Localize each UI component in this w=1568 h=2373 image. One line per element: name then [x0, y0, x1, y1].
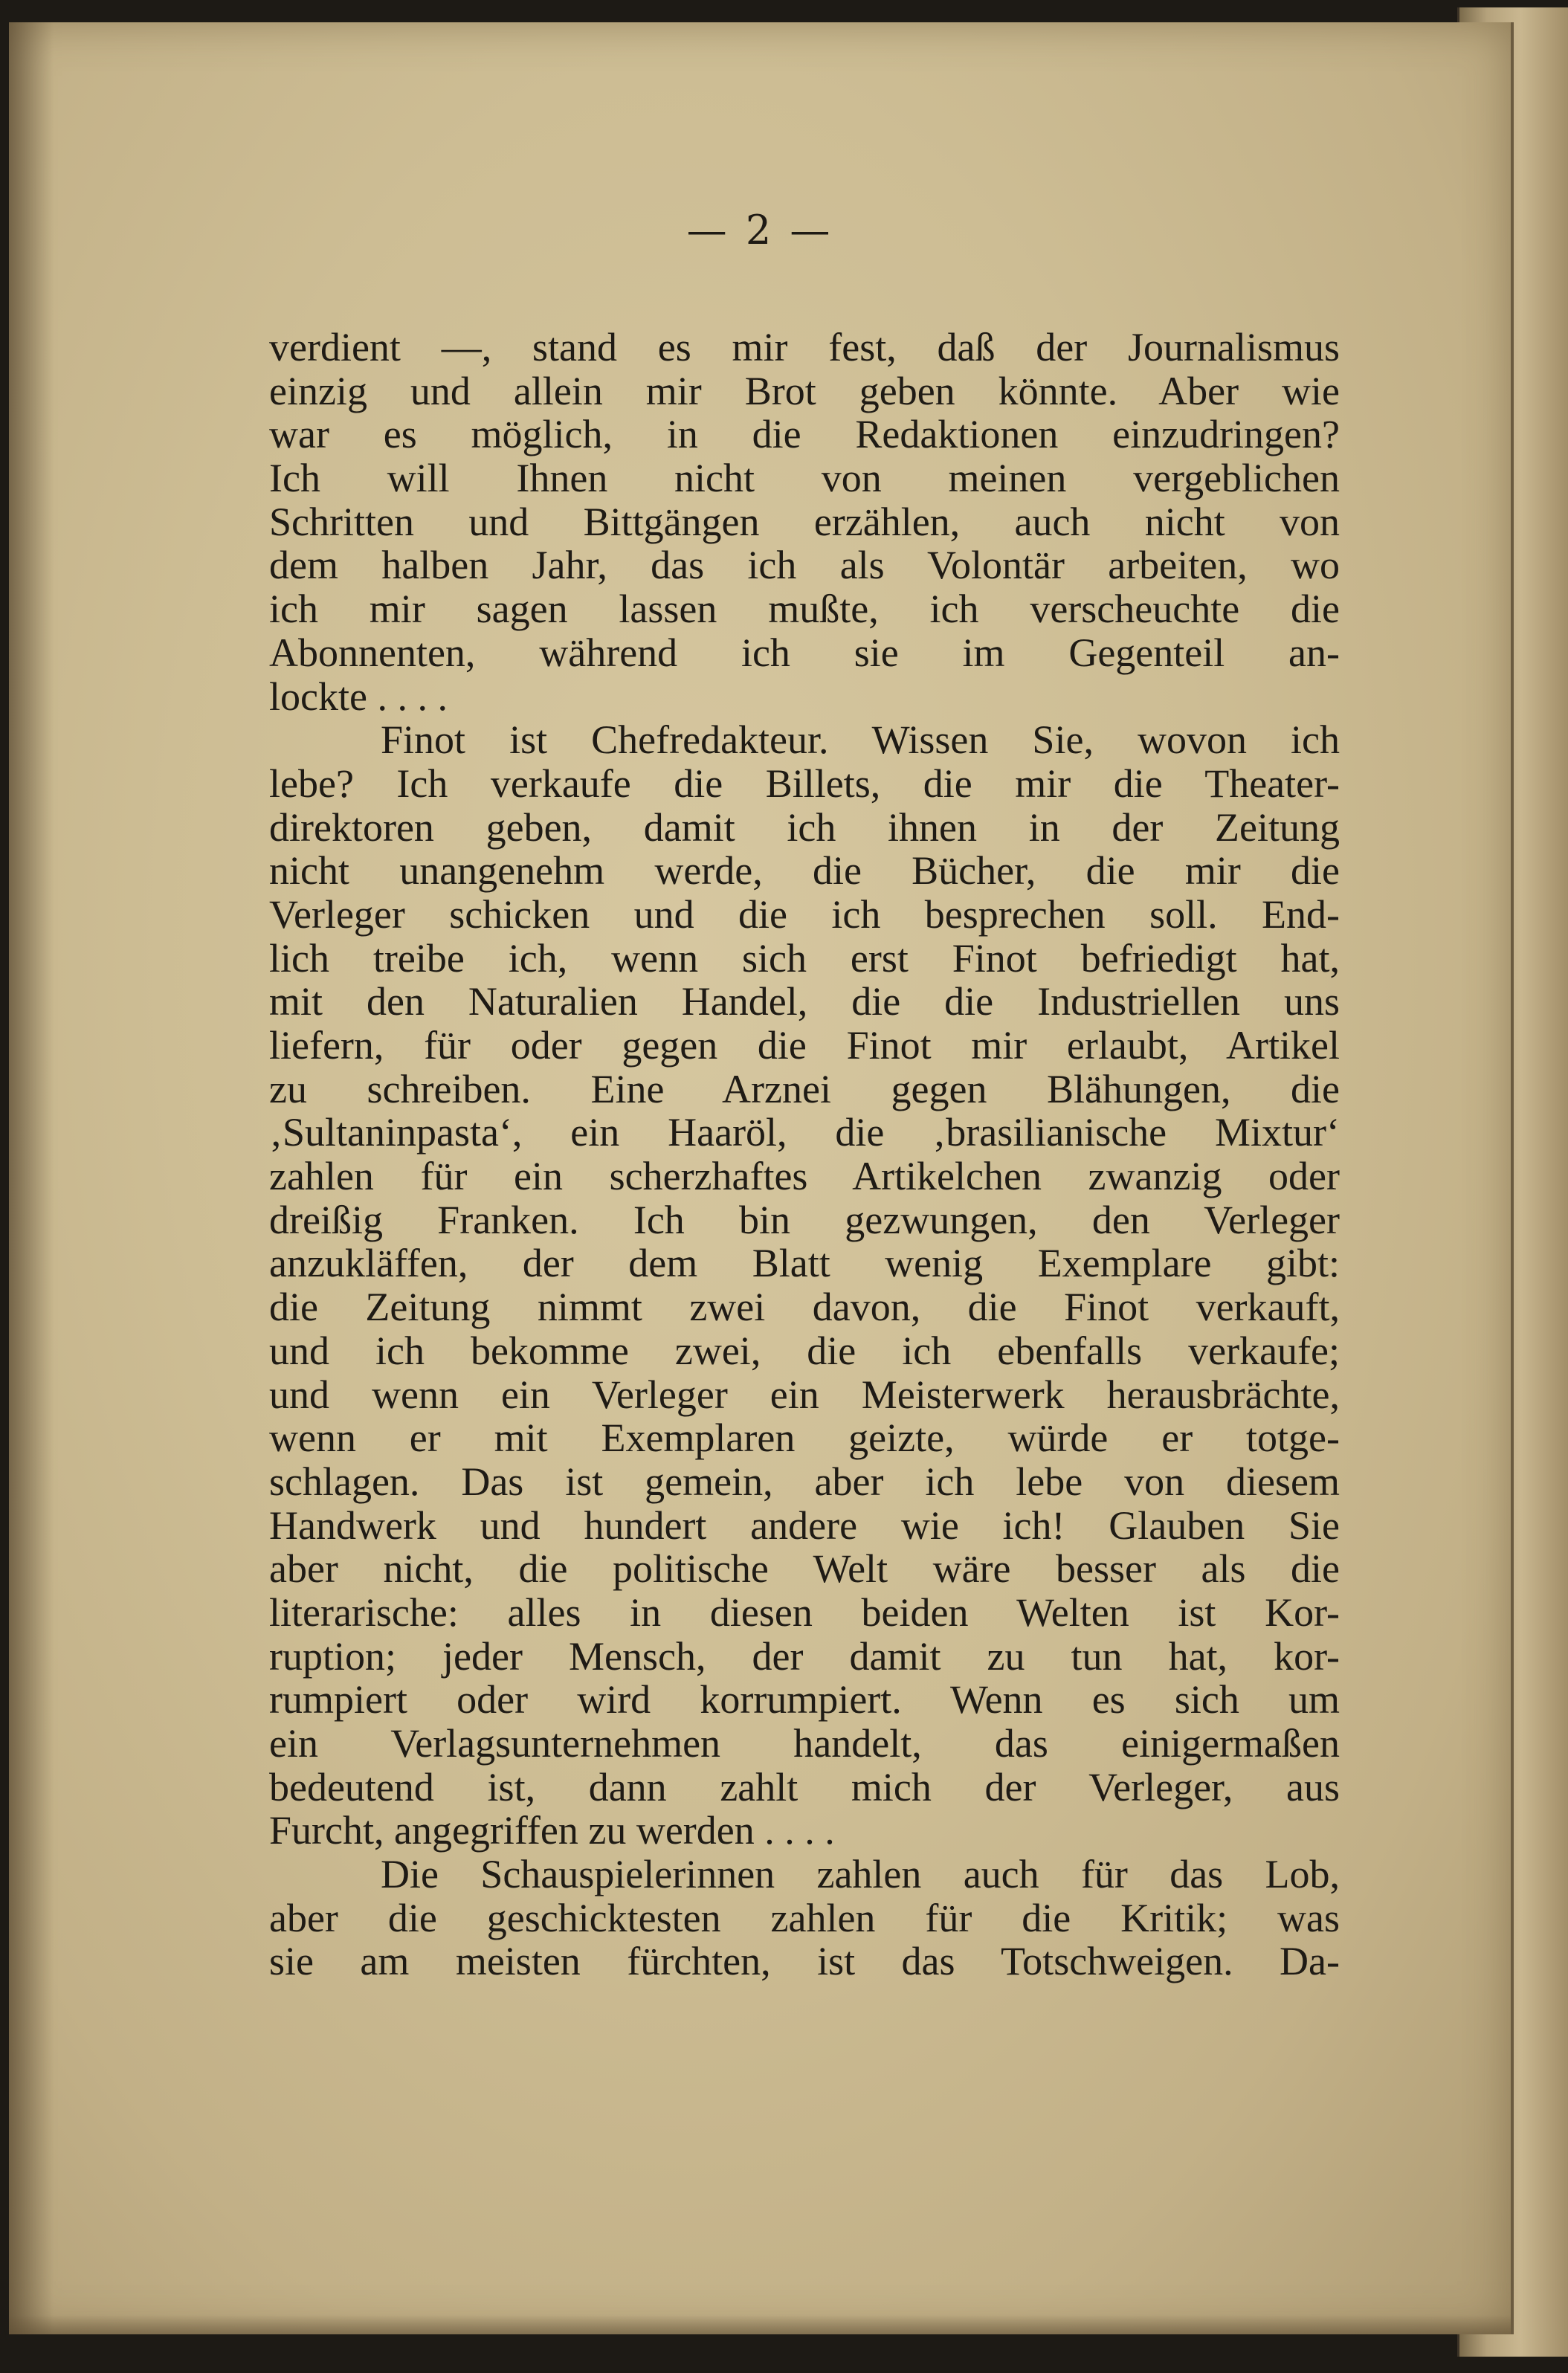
text-line: Furcht, angegriffen zu werden . . . . — [269, 1808, 835, 1853]
text-line: mit den Naturalien Handel, die die Industriellen uns — [269, 979, 1340, 1024]
text-line: Schritten und Bittgängen erzählen, auch nicht von — [269, 499, 1340, 544]
text-line: lebe? Ich verkaufe die Billets, die mir die Theater- — [269, 761, 1340, 806]
text-line: Ich will Ihnen nicht von meinen vergeblichen — [269, 456, 1340, 501]
text-line: liefern, für oder gegen die Finot mir erlaubt, Artikel — [269, 1023, 1340, 1068]
text-line: aber nicht, die politische Welt wäre besser als die — [269, 1546, 1340, 1592]
text-line: rumpiert oder wird korrumpiert. Wenn es sich um — [269, 1677, 1340, 1723]
page-number: — 2 — — [686, 207, 833, 254]
text-line: anzukläffen, der dem Blatt wenig Exemplare gibt: — [269, 1241, 1340, 1286]
text-line: dem halben Jahr, das ich als Volontär arbeiten, wo — [269, 543, 1340, 588]
text-line: bedeutend ist, dann zahlt mich der Verleger, aus — [269, 1764, 1340, 1809]
text-line: Die Schauspielerinnen zahlen auch für das Lob, — [381, 1852, 1340, 1897]
text-line: direktoren geben, damit ich ihnen in der Zeitung — [269, 804, 1340, 850]
text-line: die Zeitung nimmt zwei davon, die Finot verkauft, — [269, 1285, 1340, 1330]
text-line: ein Verlagsunternehmen handelt, das einigermaßen — [269, 1721, 1340, 1766]
text-line: Verleger schicken und die ich besprechen soll. End- — [269, 891, 1340, 937]
text-line: aber die geschicktesten zahlen für die Kritik; was — [269, 1895, 1340, 1940]
text-line: nicht unangenehm werde, die Bücher, die mir die — [269, 848, 1340, 894]
text-line: zu schreiben. Eine Arznei gegen Blähungen, die — [269, 1066, 1340, 1111]
text-line: wenn er mit Exemplaren geizte, würde er totge- — [269, 1415, 1340, 1461]
text-line: und wenn ein Verleger ein Meisterwerk herausbrächte, — [269, 1372, 1340, 1417]
text-line: einzig und allein mir Brot geben könnte. Aber wie — [269, 368, 1340, 413]
text-line: literarische: alles in diesen beiden Welten ist Kor- — [269, 1589, 1340, 1635]
body-text — [269, 326, 1340, 1983]
text-line: lockte . . . . — [269, 674, 448, 719]
text-line: zahlen für ein scherzhaftes Artikelchen zwanzig oder — [269, 1154, 1340, 1199]
text-line: Abonnenten, während ich sie im Gegenteil an- — [269, 630, 1340, 675]
text-line: Finot ist Chefredakteur. Wissen Sie, wovon ich — [381, 717, 1340, 763]
text-line: Handwerk und hundert andere wie ich! Glauben Sie — [269, 1502, 1340, 1548]
text-line: war es möglich, in die Redaktionen einzudringen? — [269, 412, 1340, 457]
book-page — [9, 22, 1514, 2334]
text-line: lich treibe ich, wenn sich erst Finot befriedigt hat, — [269, 935, 1340, 981]
text-line: ruption; jeder Mensch, der damit zu tun hat, kor- — [269, 1633, 1340, 1679]
page-bottom-edge — [9, 2315, 1511, 2334]
text-line: und ich bekomme zwei, die ich ebenfalls verkaufe; — [269, 1328, 1340, 1373]
text-line: sie am meisten fürchten, ist das Totschweigen. Da- — [269, 1939, 1340, 1984]
text-line: ich mir sagen lassen mußte, ich verscheuchte die — [269, 587, 1340, 632]
text-line: dreißig Franken. Ich bin gezwungen, den Verleger — [269, 1197, 1340, 1242]
text-line: schlagen. Das ist gemein, aber ich lebe von diesem — [269, 1459, 1340, 1504]
text-line: verdient —, stand es mir fest, daß der Journalismus — [269, 325, 1340, 369]
spine-shadow — [9, 22, 54, 2334]
text-line: ‚Sultaninpasta‘, ein Haaröl, die ‚brasilianische Mixtur‘ — [269, 1110, 1340, 1155]
